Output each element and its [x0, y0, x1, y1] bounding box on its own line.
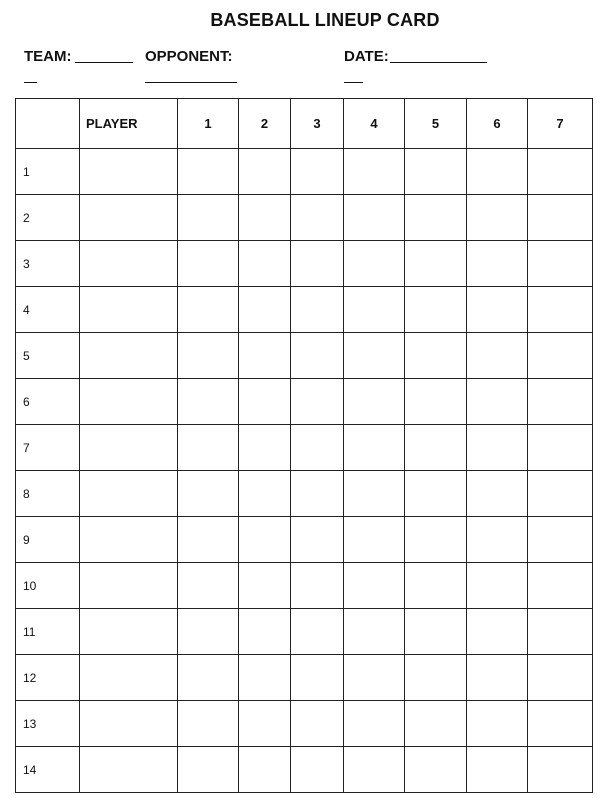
inning-3-cell[interactable] [291, 563, 344, 609]
date-label: DATE: [344, 48, 389, 65]
inning-6-cell[interactable] [467, 149, 528, 195]
player-name-cell[interactable] [80, 379, 178, 425]
player-name-cell[interactable] [80, 609, 178, 655]
player-name-cell[interactable] [80, 425, 178, 471]
inning-5-cell[interactable] [405, 379, 467, 425]
inning-6-cell[interactable] [467, 517, 528, 563]
team-label: TEAM: [24, 48, 72, 65]
inning-header: 1 [178, 99, 239, 149]
player-name-cell[interactable] [80, 517, 178, 563]
inning-3-cell[interactable] [291, 195, 344, 241]
inning-7-cell[interactable] [528, 517, 593, 563]
inning-2-cell[interactable] [239, 563, 291, 609]
inning-7-cell[interactable] [528, 241, 593, 287]
inning-1-cell[interactable] [178, 379, 239, 425]
inning-4-cell[interactable] [344, 149, 405, 195]
inning-header: 3 [291, 99, 344, 149]
inning-4-cell[interactable] [344, 517, 405, 563]
inning-header: 5 [405, 99, 467, 149]
inning-3-cell[interactable] [291, 701, 344, 747]
batting-order-number: 1 [16, 149, 80, 195]
team-field-line[interactable] [75, 62, 133, 63]
inning-4-cell[interactable] [344, 701, 405, 747]
lineup-table [15, 98, 593, 793]
inning-2-cell[interactable] [239, 747, 291, 793]
inning-1-cell[interactable] [178, 195, 239, 241]
inning-2-cell[interactable] [239, 149, 291, 195]
table-row [16, 149, 593, 195]
inning-5-cell[interactable] [405, 701, 467, 747]
inning-3-cell[interactable] [291, 747, 344, 793]
inning-3-cell[interactable] [291, 517, 344, 563]
player-name-cell[interactable] [80, 287, 178, 333]
batting-order-number: 7 [16, 425, 80, 471]
inning-7-cell[interactable] [528, 149, 593, 195]
inning-1-cell[interactable] [178, 425, 239, 471]
inning-6-cell[interactable] [467, 563, 528, 609]
inning-7-cell[interactable] [528, 563, 593, 609]
order-header [16, 99, 80, 149]
table-row [16, 333, 593, 379]
inning-2-cell[interactable] [239, 517, 291, 563]
inning-4-cell[interactable] [344, 563, 405, 609]
inning-4-cell[interactable] [344, 471, 405, 517]
inning-1-cell[interactable] [178, 655, 239, 701]
inning-6-cell[interactable] [467, 701, 528, 747]
inning-2-cell[interactable] [239, 425, 291, 471]
inning-7-cell[interactable] [528, 195, 593, 241]
inning-2-cell[interactable] [239, 333, 291, 379]
inning-3-cell[interactable] [291, 471, 344, 517]
inning-6-cell[interactable] [467, 425, 528, 471]
header-row [16, 99, 593, 149]
inning-6-cell[interactable] [467, 287, 528, 333]
inning-2-cell[interactable] [239, 287, 291, 333]
table-row [16, 655, 593, 701]
batting-order-number: 3 [16, 241, 80, 287]
inning-6-cell[interactable] [467, 655, 528, 701]
inning-1-cell[interactable] [178, 747, 239, 793]
inning-6-cell[interactable] [467, 241, 528, 287]
inning-2-cell[interactable] [239, 379, 291, 425]
inning-6-cell[interactable] [467, 609, 528, 655]
player-name-cell[interactable] [80, 333, 178, 379]
batting-order-number: 8 [16, 471, 80, 517]
card-title: BASEBALL LINEUP CARD [210, 10, 440, 30]
player-name-cell[interactable] [80, 747, 178, 793]
inning-6-cell[interactable] [467, 379, 528, 425]
inning-5-cell[interactable] [405, 655, 467, 701]
inning-1-cell[interactable] [178, 149, 239, 195]
inning-7-cell[interactable] [528, 747, 593, 793]
opponent-field-line[interactable] [145, 82, 237, 83]
inning-header: 2 [239, 99, 291, 149]
inning-5-cell[interactable] [405, 563, 467, 609]
inning-1-cell[interactable] [178, 471, 239, 517]
inning-5-cell[interactable] [405, 241, 467, 287]
inning-1-cell[interactable] [178, 609, 239, 655]
table-row [16, 241, 593, 287]
inning-2-cell[interactable] [239, 241, 291, 287]
inning-header: 6 [467, 99, 528, 149]
table-row [16, 609, 593, 655]
inning-7-cell[interactable] [528, 379, 593, 425]
inning-2-cell[interactable] [239, 655, 291, 701]
player-name-cell[interactable] [80, 701, 178, 747]
batting-order-number: 5 [16, 333, 80, 379]
inning-2-cell[interactable] [239, 701, 291, 747]
inning-5-cell[interactable] [405, 333, 467, 379]
player-name-cell[interactable] [80, 241, 178, 287]
player-name-cell[interactable] [80, 655, 178, 701]
inning-2-cell[interactable] [239, 609, 291, 655]
batting-order-number: 13 [16, 701, 80, 747]
table-row [16, 287, 593, 333]
inning-5-cell[interactable] [405, 471, 467, 517]
table-row [16, 471, 593, 517]
inning-4-cell[interactable] [344, 379, 405, 425]
inning-7-cell[interactable] [528, 701, 593, 747]
inning-5-cell[interactable] [405, 195, 467, 241]
player-name-cell[interactable] [80, 149, 178, 195]
table-row [16, 425, 593, 471]
player-name-cell[interactable] [80, 471, 178, 517]
inning-4-cell[interactable] [344, 333, 405, 379]
inning-5-cell[interactable] [405, 287, 467, 333]
inning-4-cell[interactable] [344, 241, 405, 287]
inning-7-cell[interactable] [528, 655, 593, 701]
opponent-label: OPPONENT: [145, 48, 233, 65]
inning-1-cell[interactable] [178, 701, 239, 747]
inning-4-cell[interactable] [344, 425, 405, 471]
table-row [16, 701, 593, 747]
inning-3-cell[interactable] [291, 425, 344, 471]
batting-order-number: 2 [16, 195, 80, 241]
inning-2-cell[interactable] [239, 471, 291, 517]
batting-order-number: 4 [16, 287, 80, 333]
inning-4-cell[interactable] [344, 609, 405, 655]
inning-5-cell[interactable] [405, 747, 467, 793]
inning-1-cell[interactable] [178, 241, 239, 287]
inning-3-cell[interactable] [291, 609, 344, 655]
inning-6-cell[interactable] [467, 747, 528, 793]
inning-3-cell[interactable] [291, 287, 344, 333]
date-field-line-continued[interactable] [344, 82, 363, 83]
batting-order-number: 9 [16, 517, 80, 563]
inning-3-cell[interactable] [291, 149, 344, 195]
batting-order-number: 12 [16, 655, 80, 701]
player-header: PLAYER [80, 99, 178, 149]
table-row [16, 563, 593, 609]
table-row [16, 517, 593, 563]
team-field-line-continued[interactable] [24, 82, 37, 83]
inning-1-cell[interactable] [178, 287, 239, 333]
inning-4-cell[interactable] [344, 287, 405, 333]
batting-order-number: 6 [16, 379, 80, 425]
player-name-cell[interactable] [80, 563, 178, 609]
inning-4-cell[interactable] [344, 747, 405, 793]
inning-7-cell[interactable] [528, 609, 593, 655]
table-row [16, 195, 593, 241]
inning-5-cell[interactable] [405, 149, 467, 195]
batting-order-number: 14 [16, 747, 80, 793]
inning-5-cell[interactable] [405, 425, 467, 471]
inning-6-cell[interactable] [467, 195, 528, 241]
inning-3-cell[interactable] [291, 333, 344, 379]
inning-2-cell[interactable] [239, 195, 291, 241]
date-field-line[interactable] [390, 62, 487, 63]
inning-3-cell[interactable] [291, 379, 344, 425]
inning-7-cell[interactable] [528, 425, 593, 471]
lineup-body [16, 149, 593, 793]
batting-order-number: 11 [16, 609, 80, 655]
inning-1-cell[interactable] [178, 517, 239, 563]
inning-3-cell[interactable] [291, 655, 344, 701]
inning-6-cell[interactable] [467, 333, 528, 379]
inning-4-cell[interactable] [344, 655, 405, 701]
inning-6-cell[interactable] [467, 471, 528, 517]
inning-7-cell[interactable] [528, 333, 593, 379]
inning-7-cell[interactable] [528, 471, 593, 517]
player-name-cell[interactable] [80, 195, 178, 241]
inning-1-cell[interactable] [178, 333, 239, 379]
batting-order-number: 10 [16, 563, 80, 609]
inning-1-cell[interactable] [178, 563, 239, 609]
inning-4-cell[interactable] [344, 195, 405, 241]
table-row [16, 747, 593, 793]
inning-5-cell[interactable] [405, 517, 467, 563]
inning-5-cell[interactable] [405, 609, 467, 655]
inning-header: 4 [344, 99, 405, 149]
inning-3-cell[interactable] [291, 241, 344, 287]
table-row [16, 379, 593, 425]
inning-7-cell[interactable] [528, 287, 593, 333]
inning-header: 7 [528, 99, 593, 149]
